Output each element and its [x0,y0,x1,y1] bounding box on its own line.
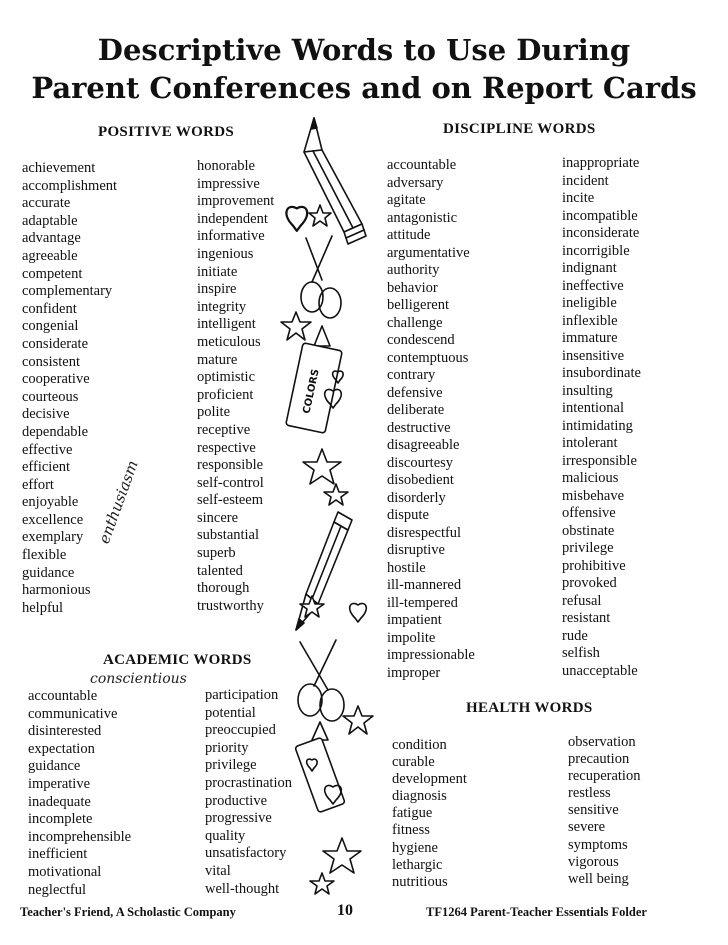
word-item: potential [205,704,256,721]
word-item: lethargic [392,856,443,873]
word-item: informative [197,228,265,245]
word-item: incomprehensible [28,828,132,845]
crayon-label: COLORS [301,368,322,415]
word-item: curable [392,754,435,771]
word-item: inconsiderate [562,225,640,241]
word-item: disinterested [28,723,102,740]
word-item: recuperation [568,768,641,785]
word-item: disagreeable [387,437,460,453]
word-item: independent [197,210,268,227]
word-item: competent [22,265,83,282]
word-item: development [392,771,467,788]
word-item: productive [205,792,268,809]
word-item: improper [387,664,441,681]
word-item: complementary [22,283,113,300]
word-item: malicious [562,470,619,486]
word-item: vigorous [568,853,619,870]
word-item: well-thought [205,880,280,897]
word-item: agreeable [22,247,78,264]
word-item: defensive [387,384,443,401]
word-item: offensive [562,505,616,521]
handwritten-note-enthusiasm: enthusiasm [95,458,142,547]
word-item: misbehave [562,487,625,504]
word-item: respective [197,439,256,456]
word-item: impressive [197,175,260,192]
word-item: optimistic [197,369,255,386]
word-item: ill-tempered [387,594,458,611]
star-icon [303,449,341,484]
word-item: courteous [22,388,79,405]
word-item: intimidating [562,417,633,434]
word-item: adversary [387,174,444,191]
word-item: decisive [22,406,70,423]
word-item: intolerant [562,435,618,451]
word-item: imperative [28,775,91,792]
word-item: meticulous [197,333,261,350]
word-item: achievement [22,160,96,176]
word-item: effective [22,441,73,458]
word-item: trustworthy [197,597,264,614]
word-item: nutritious [392,873,448,890]
word-item: incite [562,190,595,206]
word-item: talented [197,562,243,579]
word-item: ingenious [197,245,254,262]
discipline-words-heading: DISCIPLINE WORDS [443,121,596,137]
word-item: unacceptable [562,662,638,679]
word-item: unsatisfactory [205,845,287,862]
scissors-icon [301,236,341,318]
word-item: inappropriate [562,155,640,171]
word-item: participation [205,687,279,703]
word-item: helpful [22,599,64,616]
word-item: confident [22,300,77,317]
word-item: irresponsible [562,452,637,469]
word-item: self-control [197,474,264,491]
word-item: severe [568,819,606,836]
word-item: incident [562,172,609,189]
word-item: provoked [562,575,617,591]
academic-words-heading: ACADEMIC WORDS [103,652,252,668]
positive-words-heading: POSITIVE WORDS [98,124,235,140]
word-item: destructive [387,419,451,436]
word-item: quality [205,827,246,844]
word-item: polite [197,404,231,421]
word-item: intelligent [197,316,256,333]
word-item: precaution [568,751,630,768]
word-item: inflexible [562,312,618,329]
word-item: behavior [387,279,438,296]
word-item: adaptable [22,212,78,229]
word-item: harmonious [22,582,91,599]
word-item: congenial [22,318,79,335]
word-item: preoccupied [205,722,276,739]
word-item: privilege [205,757,257,774]
word-item: rude [562,627,588,644]
word-item: condescend [387,332,455,348]
star-icon [281,312,311,340]
word-item: thorough [197,580,250,597]
word-item: motivational [28,863,102,880]
word-item: symptoms [568,836,628,853]
word-item: receptive [197,421,251,438]
word-item: flexible [22,547,67,564]
word-item: neglectful [28,881,86,898]
word-item: disobedient [387,472,454,488]
word-item: enjoyable [22,494,79,511]
word-item: condition [392,737,447,753]
word-item: ineffective [562,277,624,294]
star-icon [324,484,348,505]
word-item: sensitive [568,802,619,819]
word-item: incompatible [562,207,638,224]
word-item: agitate [387,192,426,208]
word-item: initiate [197,263,238,280]
word-item: guidance [28,758,81,775]
word-item: contrary [387,367,436,383]
word-item: hostile [387,559,426,576]
health-words-heading: HEALTH WORDS [466,700,593,716]
word-item: restless [568,785,611,802]
word-item: priority [205,739,249,756]
star-icon [309,205,331,226]
word-item: inspire [197,281,237,298]
word-item: improvement [197,193,275,210]
word-item: selfish [562,645,600,661]
word-item: disorderly [387,489,446,506]
word-item: insulting [562,382,613,399]
crayon-icon [286,326,343,433]
word-item: impressionable [387,647,475,663]
word-item: advantage [22,230,81,247]
word-item: responsible [197,457,264,474]
word-item: belligerent [387,297,450,313]
word-item: honorable [197,158,255,174]
footer-publisher: Teacher's Friend, A Scholastic Company [20,905,236,919]
word-item: accountable [28,688,98,704]
word-item: self-esteem [197,492,264,509]
heart-icon [350,603,367,622]
word-item: proficient [197,386,254,403]
word-item: vital [205,862,231,879]
word-item: superb [197,545,236,562]
word-item: progressive [205,810,272,827]
word-item: fatigue [392,805,433,822]
word-item: disrespectful [387,524,462,541]
word-item: observation [568,734,636,750]
pencil-icon [296,512,352,630]
word-item: argumentative [387,244,470,261]
page-title-line-2: Parent Conferences and on Report Cards [31,71,697,105]
star-icon [323,838,361,873]
word-item: authority [387,262,440,278]
word-item: dependable [22,423,89,440]
star-icon [310,873,334,894]
word-item: privilege [562,540,614,556]
word-item: ineligible [562,295,617,311]
word-item: antagonistic [387,209,458,226]
word-item: impolite [387,629,436,646]
word-item: incorrigible [562,242,630,259]
word-item: immature [562,330,618,346]
word-item: impatient [387,612,442,628]
word-item: guidance [22,564,75,581]
word-item: substantial [197,527,260,544]
word-item: intentional [562,400,625,416]
word-item: inefficient [28,846,88,863]
scissors-icon [298,640,344,721]
word-item: ill-mannered [387,577,462,593]
word-item: contemptuous [387,349,469,366]
word-item: indignant [562,260,617,276]
word-item: insubordinate [562,365,641,381]
word-item: accountable [387,157,457,173]
heart-icon [286,207,307,231]
word-item: fitness [392,822,430,839]
word-item: considerate [22,335,89,352]
page-title-line-1: Descriptive Words to Use During [97,33,631,67]
word-item: accurate [22,195,71,212]
word-item: refusal [562,592,602,609]
word-item: consistent [22,353,80,370]
word-item: accomplishment [22,177,118,194]
word-item: integrity [197,298,247,315]
word-item: communicative [28,705,118,722]
word-item: disruptive [387,542,445,558]
word-item: effort [22,476,54,493]
word-item: excellence [22,511,84,528]
word-item: obstinate [562,522,615,539]
word-item: procrastination [205,774,292,791]
word-item: deliberate [387,402,445,418]
word-item: exemplary [22,529,84,546]
word-item: diagnosis [392,788,447,805]
word-item: prohibitive [562,557,626,574]
word-item: resistant [562,610,611,626]
page-number: 10 [337,902,353,919]
word-item: well being [568,870,629,887]
word-item: incomplete [28,811,93,828]
word-item: attitude [387,227,431,243]
footer-product: TF1264 Parent-Teacher Essentials Folder [426,905,647,919]
word-item: inadequate [28,793,91,810]
word-item: dispute [387,507,429,523]
word-item: sincere [197,509,239,526]
word-item: hygiene [392,839,438,856]
word-item: mature [197,351,238,368]
handwritten-note-conscientious: conscientious [90,671,187,687]
word-item: cooperative [22,371,90,388]
word-item: insensitive [562,347,625,364]
star-icon [343,706,373,734]
word-item: challenge [387,314,443,331]
word-item: discourtesy [387,454,454,471]
word-item: efficient [22,459,71,476]
word-item: expectation [28,740,95,757]
